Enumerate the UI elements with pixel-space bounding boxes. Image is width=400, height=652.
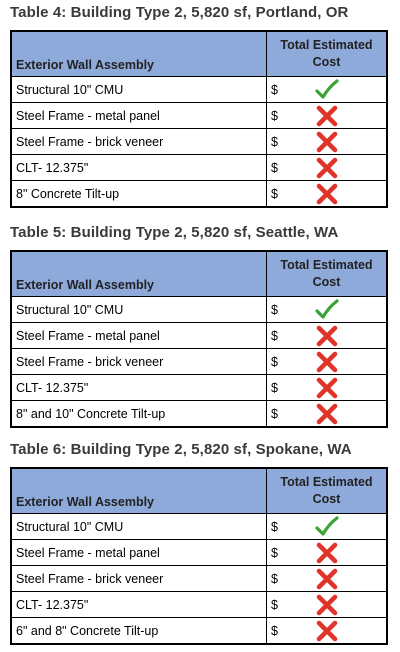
table-row <box>11 618 387 645</box>
cost-cell <box>267 566 388 592</box>
cost-cell <box>267 618 388 645</box>
currency-symbol: $ <box>271 597 278 612</box>
cross-icon <box>315 183 339 205</box>
column-header-assembly: Exterior Wall Assembly <box>11 31 267 77</box>
cross-icon <box>315 377 339 399</box>
assembly-cell: Structural 10" CMU <box>11 514 267 540</box>
assembly-cell: CLT- 12.375" <box>11 155 267 181</box>
assembly-cell: Steel Frame - metal panel <box>11 540 267 566</box>
assembly-cell: Steel Frame - metal panel <box>11 103 267 129</box>
table-caption: Table 6: Building Type 2, 5,820 sf, Spokane, WA <box>10 441 352 458</box>
column-header-cost: Total Estimated Cost <box>267 31 388 77</box>
cost-cell <box>267 323 388 349</box>
table-row <box>11 129 387 155</box>
table-row <box>11 401 387 428</box>
currency-symbol: $ <box>271 623 278 638</box>
check-icon <box>315 516 339 538</box>
cost-cell <box>267 514 388 540</box>
currency-symbol: $ <box>271 380 278 395</box>
column-header-cost: Total Estimated Cost <box>267 251 388 297</box>
cost-table <box>10 250 388 428</box>
assembly-cell: Steel Frame - brick veneer <box>11 349 267 375</box>
currency-symbol: $ <box>271 354 278 369</box>
table-row <box>11 514 387 540</box>
cross-icon <box>315 568 339 590</box>
cost-cell <box>267 181 388 208</box>
table-header-row <box>11 468 387 514</box>
table-row <box>11 323 387 349</box>
cross-icon <box>315 594 339 616</box>
table-header-row <box>11 31 387 77</box>
cost-cell <box>267 77 388 103</box>
cost-cell <box>267 540 388 566</box>
assembly-cell: Steel Frame - brick veneer <box>11 566 267 592</box>
cost-cell <box>267 129 388 155</box>
cost-cell <box>267 592 388 618</box>
cross-icon <box>315 131 339 153</box>
assembly-cell: 6" and 8" Concrete Tilt-up <box>11 618 267 645</box>
cost-cell <box>267 155 388 181</box>
currency-symbol: $ <box>271 186 278 201</box>
table-row <box>11 103 387 129</box>
column-header-assembly: Exterior Wall Assembly <box>11 468 267 514</box>
check-icon <box>315 79 339 101</box>
assembly-cell: Steel Frame - brick veneer <box>11 129 267 155</box>
cost-cell <box>267 401 388 428</box>
currency-symbol: $ <box>271 108 278 123</box>
currency-symbol: $ <box>271 545 278 560</box>
assembly-cell: Structural 10" CMU <box>11 297 267 323</box>
assembly-cell: 8" Concrete Tilt-up <box>11 181 267 208</box>
assembly-cell: Structural 10" CMU <box>11 77 267 103</box>
cost-cell <box>267 103 388 129</box>
currency-symbol: $ <box>271 82 278 97</box>
table-row <box>11 297 387 323</box>
cross-icon <box>315 325 339 347</box>
table-row <box>11 155 387 181</box>
cost-cell <box>267 375 388 401</box>
assembly-cell: Steel Frame - metal panel <box>11 323 267 349</box>
table-row <box>11 77 387 103</box>
cross-icon <box>315 157 339 179</box>
currency-symbol: $ <box>271 328 278 343</box>
table-row <box>11 566 387 592</box>
cost-cell <box>267 297 388 323</box>
cross-icon <box>315 542 339 564</box>
table-caption: Table 4: Building Type 2, 5,820 sf, Portland, OR <box>10 4 349 21</box>
table-row <box>11 181 387 208</box>
assembly-cell: CLT- 12.375" <box>11 375 267 401</box>
check-icon <box>315 299 339 321</box>
table-header-row <box>11 251 387 297</box>
table-row <box>11 540 387 566</box>
table-row <box>11 592 387 618</box>
table-caption: Table 5: Building Type 2, 5,820 sf, Seattle, WA <box>10 224 339 241</box>
cross-icon <box>315 403 339 425</box>
currency-symbol: $ <box>271 302 278 317</box>
currency-symbol: $ <box>271 519 278 534</box>
cross-icon <box>315 620 339 642</box>
assembly-cell: CLT- 12.375" <box>11 592 267 618</box>
column-header-assembly: Exterior Wall Assembly <box>11 251 267 297</box>
currency-symbol: $ <box>271 571 278 586</box>
assembly-cell: 8" and 10" Concrete Tilt-up <box>11 401 267 428</box>
table-row <box>11 375 387 401</box>
currency-symbol: $ <box>271 134 278 149</box>
cost-table <box>10 30 388 208</box>
cross-icon <box>315 351 339 373</box>
currency-symbol: $ <box>271 406 278 421</box>
table-row <box>11 349 387 375</box>
cost-cell <box>267 349 388 375</box>
currency-symbol: $ <box>271 160 278 175</box>
column-header-cost: Total Estimated Cost <box>267 468 388 514</box>
cross-icon <box>315 105 339 127</box>
cost-table <box>10 467 388 645</box>
